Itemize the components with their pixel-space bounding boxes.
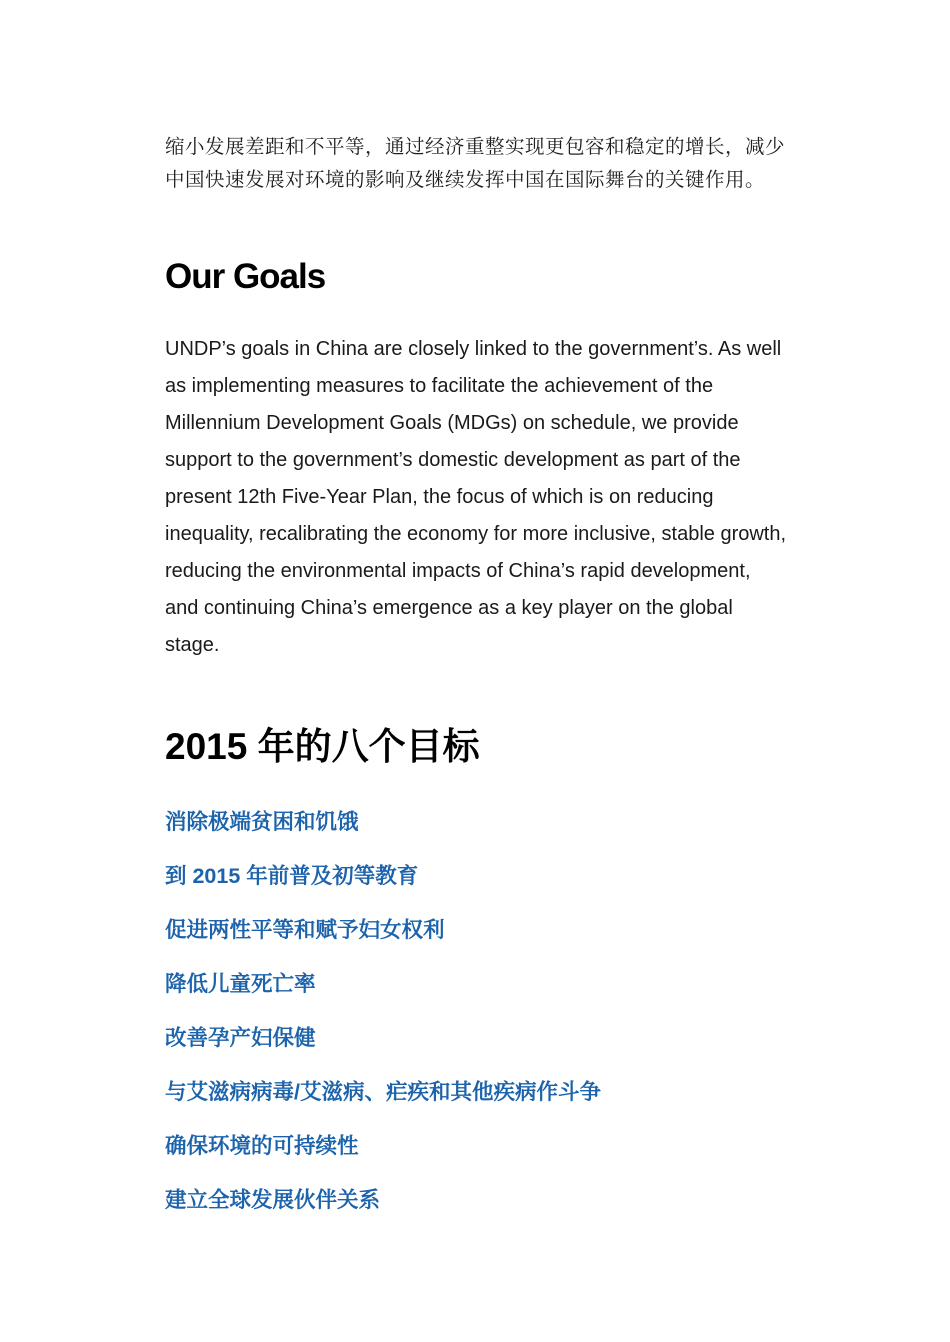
our-goals-heading: Our Goals [165,257,326,296]
goal-list [165,810,787,1212]
goal-link-primary-education[interactable]: 到 2015 年前普及初等教育 [165,864,419,888]
goal-link-maternal-health[interactable]: 改善孕产妇保健 [165,1026,316,1050]
goal-link-hiv-aids-malaria[interactable]: 与艾滋病病毒/艾滋病、疟疾和其他疾病作斗争 [165,1080,601,1104]
intro-paragraph-chinese: 缩小发展差距和不平等，通过经济重整实现更包容和稳定的增长，减少中国快速发展对环境的影响及继续发挥中国在国际舞台的关键作用。 [165,137,786,191]
goal-link-poverty-hunger[interactable]: 消除极端贫困和饥饿 [165,810,359,834]
our-goals-body: UNDP’s goals in China are closely linked to the government’s. As well as implementing measures to facilitate the achievement of the Millennium Development Goals (MDGs) on schedule, we provide support to the government’s domestic development as part of the present 12th Five-Year Plan, the focus of which is on reducing inequality, recalibrating the economy for more inclusive, stable growth, reducing the environmental impacts of China’s rapid development, and continuing China’s emergence as a key player on the global stage. [165,338,787,656]
goal-link-child-mortality[interactable]: 降低儿童死亡率 [165,972,316,996]
goal-link-global-partnership[interactable]: 建立全球发展伙伴关系 [165,1188,381,1212]
goal-link-environmental-sustainability[interactable]: 确保环境的可持续性 [165,1134,359,1158]
goals-2015-heading: 2015 年的八个目标 [165,726,480,767]
goal-link-gender-equality[interactable]: 促进两性平等和赋予妇女权利 [165,918,445,942]
document-page [165,0,787,1242]
